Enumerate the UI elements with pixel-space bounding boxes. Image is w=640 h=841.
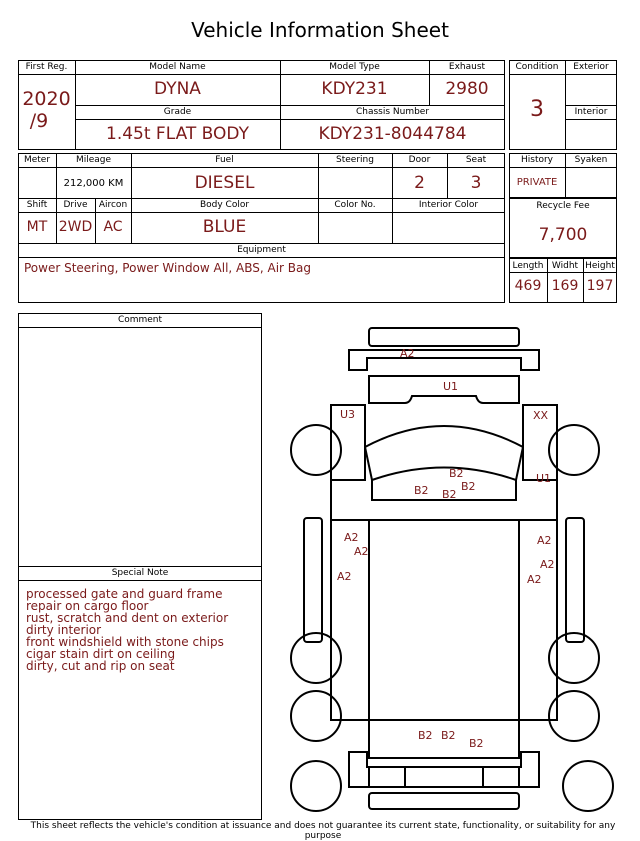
height-value: 197 — [586, 278, 614, 294]
body-color-label: Body Color — [199, 200, 250, 210]
equipment-label: Equipment — [237, 245, 286, 255]
grade-label: Grade — [163, 107, 192, 117]
meter-label: Meter — [23, 155, 51, 165]
special-note-label: Special Note — [111, 568, 169, 578]
length-label: Length — [512, 261, 544, 271]
shift-value: MT — [26, 219, 48, 235]
first-reg-label: First Reg. — [25, 62, 68, 72]
special-note-item: rust, scratch and dent on exterior — [26, 611, 229, 625]
damage-code: B2 — [414, 484, 429, 497]
chassis-label: Chassis Number — [355, 107, 430, 117]
damage-code: B2 — [418, 729, 433, 742]
length-value: 469 — [514, 278, 542, 294]
front-bumper-outline — [369, 328, 519, 346]
drive-value: 2WD — [58, 219, 93, 235]
mileage-value: 212,000 KM — [63, 178, 124, 189]
footer-disclaimer: This sheet reflects the vehicle's condition at issuance and does not guarantee its current state, functionality, or suitability for any purpose — [30, 821, 616, 841]
aircon-label: Aircon — [98, 200, 128, 210]
recycle-fee-label: Recycle Fee — [536, 201, 590, 211]
width-label: Widht — [551, 261, 579, 271]
special-note-item: dirty, cut and rip on seat — [26, 659, 175, 673]
damage-code: U1 — [536, 472, 552, 485]
steering-label: Steering — [336, 155, 374, 165]
aircon-value: AC — [103, 219, 123, 235]
windshield-outline — [365, 405, 523, 447]
height-label: Height — [585, 261, 615, 271]
first-reg-year: 2020 — [22, 88, 71, 110]
fuel-label: Fuel — [215, 155, 234, 165]
damage-code: A2 — [400, 347, 415, 360]
recycle-fee-value: 7,700 — [538, 225, 588, 245]
door-value: 2 — [414, 173, 425, 193]
drive-label: Drive — [63, 200, 88, 210]
special-note-item: dirty interior — [26, 623, 102, 637]
cargo-floor-outline — [369, 520, 519, 758]
damage-code: U3 — [340, 408, 356, 421]
damage-code: A2 — [540, 558, 555, 571]
history-label: History — [520, 155, 554, 165]
shift-label: Shift — [26, 200, 48, 210]
wheel-front-left — [291, 425, 341, 475]
damage-code: B2 — [469, 737, 484, 750]
exhaust-label: Exhaust — [448, 62, 486, 72]
seat-value: 3 — [470, 173, 482, 193]
first-reg-month: /9 — [29, 110, 49, 132]
damage-code: B2 — [449, 467, 464, 480]
rear-bumper-outline — [369, 793, 519, 809]
wheel-rear-left-2 — [291, 691, 341, 741]
mileage-label: Mileage — [75, 155, 112, 165]
special-note-item: front windshield with stone chips — [26, 635, 224, 649]
special-note-item: cigar stain dirt on ceiling — [26, 647, 176, 661]
damage-code: B2 — [461, 480, 476, 493]
syaken-label: Syaken — [574, 155, 608, 165]
interior-color-label: Interior Color — [418, 200, 479, 210]
damage-code: A2 — [537, 534, 552, 547]
wheel-spare-left — [291, 761, 341, 811]
width-value: 169 — [551, 278, 579, 294]
damage-code: A2 — [344, 531, 359, 544]
damage-code: A2 — [527, 573, 542, 586]
damage-code: XX — [533, 409, 549, 422]
model-type-label: Model Type — [329, 62, 380, 72]
comment-label: Comment — [117, 315, 163, 325]
special-note-item: processed gate and guard frame — [26, 587, 223, 601]
chassis-value: KDY231-8044784 — [318, 124, 467, 144]
front-grille-outline — [349, 350, 539, 370]
right-gate-outline — [566, 518, 584, 642]
condition-label: Condition — [515, 62, 559, 72]
damage-code: B2 — [441, 729, 456, 742]
exhaust-value: 2980 — [445, 79, 489, 99]
damage-code: B2 — [442, 488, 457, 501]
special-note-item: repair on cargo floor — [26, 599, 149, 613]
damage-code: A2 — [354, 545, 369, 558]
history-value: PRIVATE — [516, 177, 558, 188]
model-name-label: Model Name — [149, 62, 206, 72]
page-title: Vehicle Information Sheet — [191, 18, 449, 42]
interior-label: Interior — [574, 107, 608, 117]
wheel-rear-left-1 — [291, 633, 341, 683]
damage-code: U1 — [443, 380, 459, 393]
model-type-value: KDY231 — [321, 79, 388, 99]
door-label: Door — [408, 155, 431, 165]
condition-value: 3 — [530, 97, 544, 122]
seat-label: Seat — [465, 155, 487, 165]
grade-value: 1.45t FLAT BODY — [106, 124, 249, 144]
body-color-value: BLUE — [202, 217, 247, 237]
damage-code: A2 — [337, 570, 352, 583]
equipment-value: Power Steering, Power Window All, ABS, Air Bag — [24, 261, 312, 275]
fuel-value: DIESEL — [194, 173, 255, 193]
color-no-label: Color No. — [334, 200, 376, 210]
left-gate-outline — [304, 518, 322, 642]
exterior-label: Exterior — [573, 62, 609, 72]
model-name-value: DYNA — [154, 79, 201, 99]
wheel-spare-right — [563, 761, 613, 811]
